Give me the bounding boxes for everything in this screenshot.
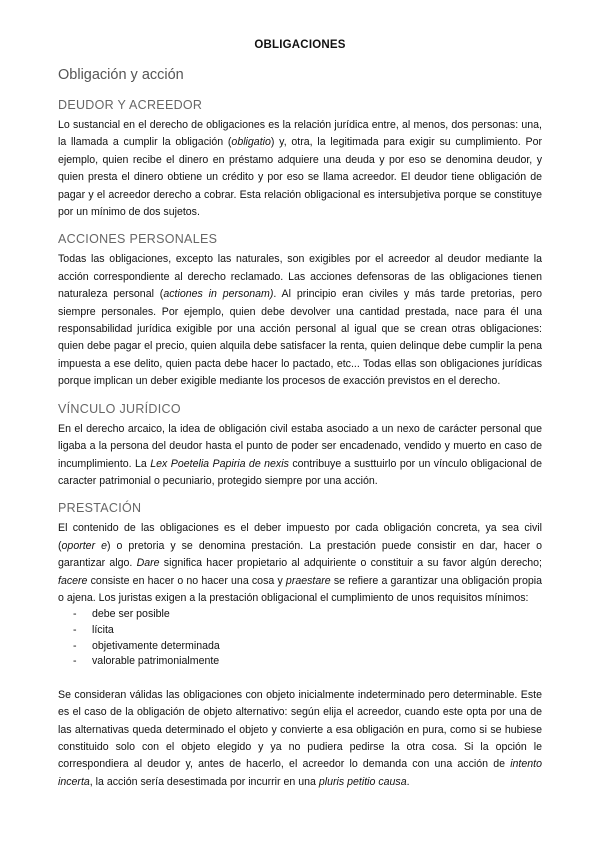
list-item — [58, 654, 542, 670]
italic-term: oporter e — [61, 539, 107, 552]
list-dash: - — [73, 623, 77, 636]
heading-acciones-personales: ACCIONES PERSONALES — [58, 232, 218, 247]
list-item — [58, 607, 542, 623]
requirement-text: valorable patrimonialmente — [92, 655, 220, 668]
list-dash: - — [73, 608, 77, 621]
document-title: OBLIGACIONES — [254, 39, 346, 51]
requirement-text: objetivamente determinada — [92, 639, 220, 652]
italic-term: facere — [58, 574, 88, 587]
list-dash: - — [73, 639, 77, 652]
heading-deudor-acreedor: DEUDOR Y ACREEDOR — [58, 98, 203, 112]
paragraph-objeto-alternativo: Se consideran válidas las obligaciones con objeto inicialmente indeterminado pero determinable. Este es el caso de la obligación de objeto alternativo: según elija el acreedor, cuando este opta por una de las alternativas queda determinado el objeto y convierte a esa obligación en pura, como si se hubiese constituido solo con el objeto elegido y ya no pudiera pedirse la otra cosa. Si la opción le correspondiera al deudor y, antes de hacerlo, el acreedor lo demanda con una acción de intento incerta, la acción sería desestimada por incurrir en una pluris petitio causa. — [58, 688, 542, 788]
italic-term: obligatio — [231, 136, 271, 149]
paragraph-prestacion: El contenido de las obligaciones es el deber impuesto por cada obligación concreta, ya sea civil (oporter e) o pretoria y se denomina prestación. La prestación puede consistir en dar, hacer o garantizar algo. Dare significa hacer propietario al adquiriente o constituir a su favor algún derecho; facere consiste en hacer o no hacer una cosa y praestare se refiere a garantizar una obligación propia o ajena. Los juristas exigen a la prestación obligacional el cumplimiento de unos requisitos mínimos: — [58, 522, 542, 604]
heading-prestacion: PRESTACIÓN — [58, 501, 142, 516]
requirements-list — [58, 607, 542, 669]
italic-term: intento incerta — [58, 758, 542, 788]
paragraph-vinculo-juridico: En el derecho arcaico, la idea de obligación civil estaba asociado a un nexo de carácter personal que ligaba a la persona del deudor hasta el punto de poder ser encadenado, vendido y muerto en caso de incumplimiento. La Lex Poetelia Papiria de nexis contribuye a susttuirlo por un vínculo obligacional de caracter patrimonial o pecuniario, protegido siempre por una acción. — [58, 422, 542, 487]
requirement-text: debe ser posible — [92, 608, 170, 621]
list-dash: - — [73, 655, 77, 668]
list-item — [58, 623, 542, 639]
paragraph-acciones-personales: Todas las obligaciones, excepto las naturales, son exigibles por el acreedor al deudor mediante la acción correspondiente al derecho reclamado. Las acciones defensoras de las obligaciones tienen naturaleza personal (actiones in personam). Al principio eran civiles y más tarde pretorias, pero siempre personales. Por ejemplo, quien debe devolver una cantidad prestada, nace para él una responsabilidad jurídica exigible por una acción personal al igual que se crean otras obligaciones: quien debe pagar el precio, quien alquila debe satisfacer la renta, quien delinque debe cumplir la pena impuesta a ese delito, quien pacta debe hacer lo pactado, etc... Todas ellas son obligaciones jurídicas porque implican un deber exigible mediante los procesos de exacción previstos en el derecho. — [58, 253, 543, 388]
italic-term: praestare — [285, 574, 331, 587]
italic-term: Dare — [136, 557, 160, 570]
italic-term: pluris petitio causa — [318, 775, 407, 788]
requirement-text: lícita — [92, 623, 114, 636]
heading-vinculo-juridico: VÍNCULO JURÍDICO — [58, 401, 181, 416]
italic-term: Lex Poetelia Papiria de nexis — [150, 457, 289, 470]
list-item — [58, 639, 542, 655]
paragraph-deudor-acreedor: Lo sustancial en el derecho de obligaciones es la relación jurídica entre, al menos, dos personas: una, la llamada a cumplir la obligación (obligatio) y, otra, la legitimada para exigir su cumplimiento. Por ejemplo, quien recibe el dinero en préstamo adquiere una deuda y por eso se denomina deudor, y quien presta el dinero obtiene un crédito y por eso se llama acreedor. El deudor tiene obligación de pagar y el acreedor derecho a cobrar. Esta relación obligacional es intersubjetiva porque se constituye por un mínimo de dos sujetos. — [58, 119, 542, 219]
document-page — [58, 38, 542, 799]
italic-term: actiones in personam) — [163, 288, 274, 301]
section-title: Obligación y acción — [58, 67, 184, 83]
